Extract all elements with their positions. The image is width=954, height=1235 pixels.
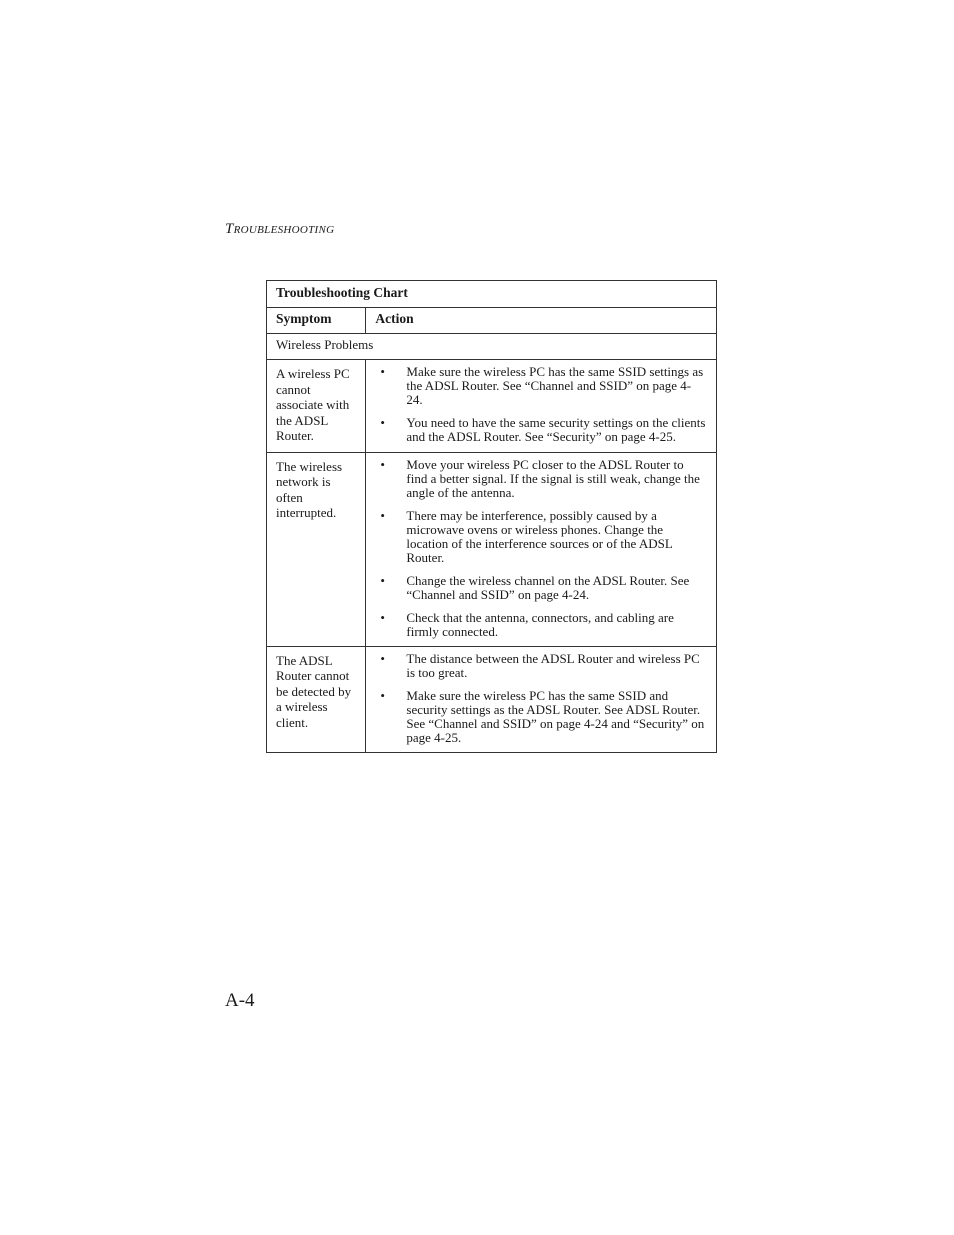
action-text: Change the wireless channel on the ADSL Router. See “Channel and SSID” on page 4-24.	[406, 572, 690, 602]
action-item	[375, 574, 707, 602]
action-item	[375, 611, 707, 639]
bullet-icon: •	[380, 415, 385, 430]
action-cell	[366, 360, 717, 453]
table-row	[267, 360, 717, 453]
bullet-icon: •	[380, 609, 385, 625]
table-row	[267, 452, 717, 646]
action-text: Check that the antenna, connectors, and cabling are firmly connected.	[406, 609, 674, 639]
section-label: Wireless Problems	[267, 334, 717, 360]
column-header-action: Action	[366, 308, 717, 334]
action-cell	[366, 452, 717, 646]
action-text: There may be interference, possibly caused by a microwave ovens or wireless phones. Change the location of the interference sources or of the ADSL Router.	[406, 507, 673, 565]
action-list	[375, 458, 707, 639]
action-item	[375, 652, 707, 680]
bullet-icon: •	[380, 507, 385, 523]
bullet-icon: •	[380, 456, 385, 472]
action-text: You need to have the same security settings on the clients and the ADSL Router. See “Security” on page 4-25.	[406, 415, 706, 444]
action-item	[375, 509, 707, 565]
action-text: Move your wireless PC closer to the ADSL Router to find a better signal. If the signal is still weak, change the angle of the antenna.	[406, 456, 700, 500]
action-item	[375, 458, 707, 500]
table-title: Troubleshooting Chart	[267, 281, 717, 308]
action-cell	[366, 646, 717, 752]
bullet-icon: •	[380, 572, 385, 588]
troubleshooting-chart	[266, 280, 717, 753]
action-text: Make sure the wireless PC has the same SSID and security settings as the ADSL Router. See ADSL Router. See “Channel and SSID” on page 4-24 and “Security” on page 4-25.	[406, 687, 705, 745]
bullet-icon: •	[380, 650, 385, 666]
table-header-row	[267, 308, 717, 334]
section-row	[267, 334, 717, 360]
action-text: Make sure the wireless PC has the same SSID settings as the ADSL Router. See “Channel and SSID” on page 4-24.	[406, 364, 704, 407]
action-text: The distance between the ADSL Router and wireless PC is too great.	[406, 650, 700, 680]
action-list	[375, 365, 707, 444]
bullet-icon: •	[380, 687, 385, 703]
symptom-cell: The wireless network is often interrupted.	[267, 452, 366, 646]
action-item	[375, 689, 707, 745]
action-item	[375, 365, 707, 407]
running-header: Troubleshooting	[225, 221, 335, 237]
action-list	[375, 652, 707, 745]
page-number: A-4	[225, 990, 255, 1011]
table-title-row	[267, 281, 717, 308]
table-row	[267, 646, 717, 752]
symptom-cell: The ADSL Router cannot be detected by a wireless client.	[267, 646, 366, 752]
action-item	[375, 416, 707, 444]
bullet-icon: •	[380, 364, 385, 379]
column-header-symptom: Symptom	[267, 308, 366, 334]
symptom-cell: A wireless PC cannot associate with the ADSL Router.	[267, 360, 366, 453]
